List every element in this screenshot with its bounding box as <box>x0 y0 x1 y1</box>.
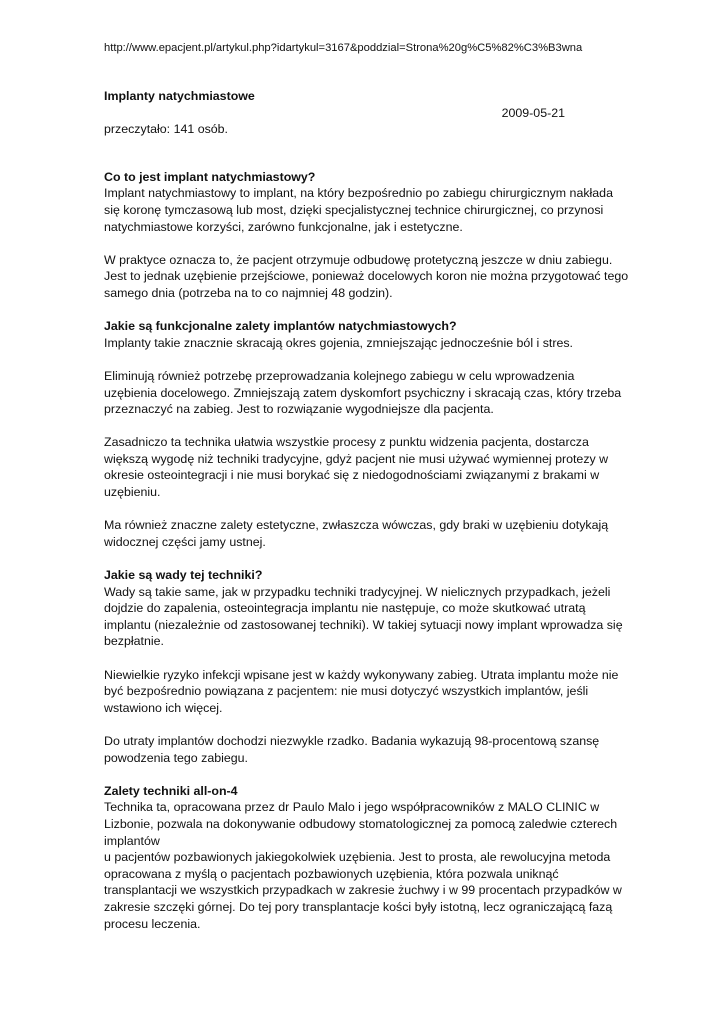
section-heading: Co to jest implant natychmiastowy? <box>104 169 316 184</box>
view-count-label: przeczytało: <box>104 122 171 137</box>
section-paragraph: W praktyce oznacza to, że pacjent otrzymuje odbudowę protetyczną jeszcze w dniu zabiegu. Jest to jednak uzębienie przejściowe, ponieważ docelowych koron nie można przygotować tego samego dnia (potrzeba na to co najmniej 48 godzin). <box>104 252 629 300</box>
section-all-on-4 <box>104 783 629 932</box>
section-heading: Jakie są wady tej techniki? <box>104 568 263 583</box>
document-page <box>104 41 629 932</box>
view-count-value: 141 osób. <box>173 122 229 137</box>
view-count <box>104 121 629 138</box>
section-paragraph: Do utraty implantów dochodzi niezwykle rzadko. Badania wykazują 98-procentową szansę powodzenia tego zabiegu. <box>104 733 600 765</box>
source-url: http://www.epacjent.pl/artykul.php?idartykul=3167&poddzial=Strona%20g%C5%82%C3%B3wna <box>104 42 583 54</box>
section-paragraph: Wady są takie same, jak w przypadku techniki tradycyjnej. W nielicznych przypadkach, jeżeli dojdzie do zapalenia, osteointegracja implantu nie następuje, co może skutkować utratą implantu (niezależnie od zastosowanej techniki). W takiej sytuacji nowy implant wprowadza się bezpłatnie. <box>104 584 623 649</box>
section-paragraph: Eliminują również potrzebę przeprowadzania kolejnego zabiegu w celu wprowadzenia uzębienia docelowego. Zmniejszają zatem dyskomfort psychiczny i skracają czas, który trzeba przeznaczyć na zabieg. Jest to rozwiązanie wygodniejsze dla pacjenta. <box>104 368 622 417</box>
section-paragraph: Zasadniczo ta technika ułatwia wszystkie procesy z punktu widzenia pacjenta, dostarcza większą wygodę niż techniki tradycyjne, gdyż pacjent nie musi używać wymiennej protezy w okresie osteointegracji i nie musi borykać się z niedogodnościami związanymi z brakami w uzębieniu. <box>104 435 609 500</box>
section-heading: Zalety techniki all-on-4 <box>104 783 238 798</box>
section-paragraph: Implant natychmiastowy to implant, na który bezpośrednio po zabiegu chirurgicznym nakłada się koronę tymczasową lub most, dzięki specjalistycznej technice chirurgicznej, co przynosi natychmiastowe korzyści, zarówno funkcjonalne, jak i estetyczne. <box>104 186 613 234</box>
article-title: Implanty natychmiastowe <box>104 89 255 103</box>
section-paragraph: Technika ta, opracowana przez dr Paulo Malo i jego współpracowników z MALO CLINIC w Lizbonie, pozwala na dokonywanie odbudowy stomatologicznej za pomocą zaledwie czterech implantów u pacjentów pozbawionych jakiegokolwiek uzębienia. Jest to prosta, ale rewolucyjna metoda opracowana z myślą o pacjentach pozbawionych uzębienia, która pozwala uniknąć transplantacji we wszystkich przypadkach w zakresie żuchwy i w 99 procentach przypadków w zakresie szczęki górnej. Do tej pory transplantacje kości były istotną, lecz ograniczającą fazą procesu leczenia. <box>104 800 622 931</box>
section-paragraph: Niewielkie ryzyko infekcji wpisane jest w każdy wykonywany zabieg. Utrata implantu może nie być bezpośrednio powiązana z pacjentem: nie musi dotyczyć wszystkich implantów, jeśli wstawiono ich więcej. <box>104 667 619 715</box>
section-what-is-immediate-implant <box>104 169 629 302</box>
section-functional-advantages <box>104 318 629 550</box>
section-paragraph: Implanty takie znacznie skracają okres gojenia, zmniejszając jednocześnie ból i stres. <box>104 335 574 350</box>
section-heading: Jakie są funkcjonalne zalety implantów natychmiastowych? <box>104 319 457 334</box>
section-paragraph: Ma również znaczne zalety estetyczne, zwłaszcza wówczas, gdy braki w uzębieniu dotykają widocznej części jamy ustnej. <box>104 518 609 549</box>
section-disadvantages <box>104 567 629 766</box>
article-date: 2009-05-21 <box>501 105 565 120</box>
